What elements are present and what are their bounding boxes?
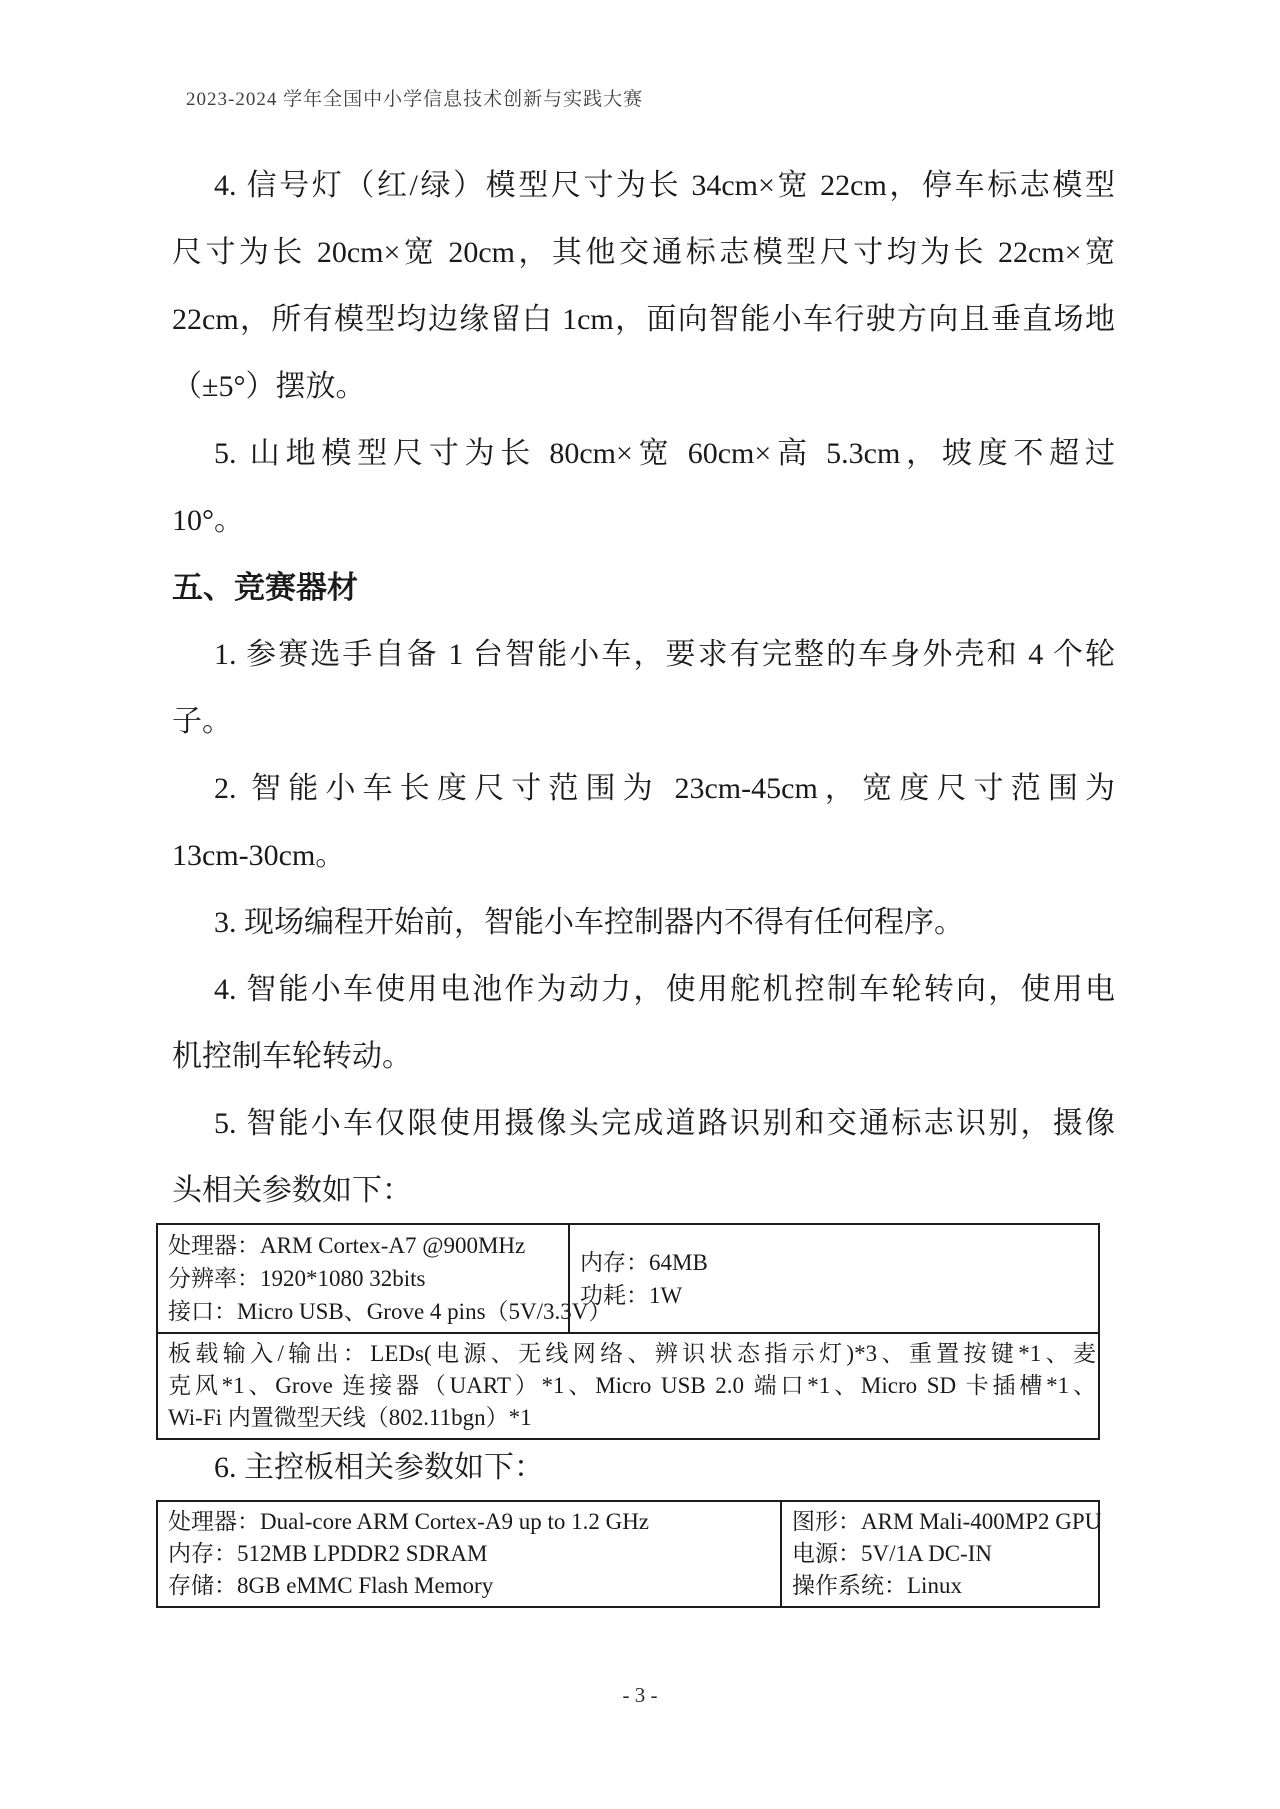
spec-line: 内存：64MB [580, 1249, 708, 1275]
paragraph-item5 [172, 420, 1115, 554]
text-line: 头相关参数如下： [172, 1174, 412, 1207]
text-line: 5. 智能小车仅限使用摄像头完成道路识别和交通标志识别，摄像 [214, 1107, 1115, 1140]
text-line: 4. 信号灯（红/绿）模型尺寸为长 34cm×宽 22cm，停车标志模型 [214, 169, 1115, 202]
spec-line: 处理器：Dual-core ARM Cortex-A9 up to 1.2 GHz [168, 1509, 650, 1534]
spec-line: 存储：8GB eMMC Flash Memory [168, 1573, 494, 1598]
mainboard-cpu-cell [157, 1501, 781, 1607]
spec-line: 克风*1、Grove 连接器（UART）*1、Micro USB 2.0 端口*1、Micro SD 卡插槽*1、 [168, 1373, 1096, 1398]
spec-line: 操作系统：Linux [792, 1573, 962, 1598]
text-line: 1. 参赛选手自备 1 台智能小车，要求有完整的车身外壳和 4 个轮 [214, 638, 1115, 671]
spec-line: 电源：5V/1A DC-IN [792, 1541, 992, 1566]
text-line: （±5°）摆放。 [172, 370, 366, 403]
mainboard-spec-table [156, 1500, 1100, 1608]
paragraph-equip1 [172, 621, 1115, 755]
paragraph-equip2 [172, 755, 1115, 889]
text-line: 尺寸为长 20cm×宽 20cm，其他交通标志模型尺寸均为长 22cm×宽 [172, 236, 1115, 269]
spec-line: 内存：512MB LPDDR2 SDRAM [168, 1541, 488, 1566]
document-body [172, 152, 1115, 1224]
spec-line: 接口：Micro USB、Grove 4 pins（5V/3.3V） [168, 1299, 612, 1324]
text-line: 13cm-30cm。 [172, 839, 346, 872]
text-line: 10°。 [172, 504, 244, 537]
section-heading: 五、竞赛器材 [172, 570, 358, 605]
spec-line: Wi-Fi 内置微型天线（802.11bgn）*1 [168, 1405, 532, 1430]
camera-spec-row-2 [157, 1333, 1099, 1439]
text-line: 4. 智能小车使用电池作为动力，使用舵机控制车轮转向，使用电 [214, 973, 1115, 1006]
text-line: 机控制车轮转动。 [172, 1040, 412, 1073]
camera-cpu-cell [157, 1224, 612, 1333]
paragraph-equip3 [172, 889, 1115, 956]
text-line: 3. 现场编程开始前，智能小车控制器内不得有任何程序。 [214, 906, 964, 939]
text-line: 2. 智能小车长度尺寸范围为 23cm-45cm，宽度尺寸范围为 [214, 772, 1115, 805]
spec-line: 板载输入/输出：LEDs(电源、无线网络、辨识状态指示灯)*3、重置按键*1、麦 [168, 1341, 1096, 1366]
camera-spec-table [156, 1223, 1100, 1440]
spec-line: 分辨率：1920*1080 32bits [168, 1266, 426, 1291]
paragraph-equip6: 6. 主控板相关参数如下： [214, 1451, 544, 1484]
page-number: - 3 - [622, 1683, 658, 1707]
spec-line: 图形：ARM Mali-400MP2 GPU [792, 1509, 1102, 1534]
camera-spec-row-1 [157, 1224, 1099, 1333]
paragraph-equip4 [172, 956, 1115, 1090]
paragraph-equip5 [172, 1090, 1115, 1224]
camera-memory-cell [569, 1224, 1099, 1333]
mainboard-spec-row [157, 1501, 1099, 1607]
spec-line: 功耗：1W [580, 1282, 683, 1308]
text-line: 22cm，所有模型均边缘留白 1cm，面向智能小车行驶方向且垂直场地 [172, 303, 1115, 336]
paragraph-item4 [172, 152, 1115, 420]
spec-line: 处理器：ARM Cortex-A7 @900MHz [168, 1233, 526, 1258]
text-line: 5. 山地模型尺寸为长 80cm×宽 60cm×高 5.3cm，坡度不超过 [214, 437, 1115, 470]
text-line: 子。 [172, 705, 232, 738]
mainboard-gpu-cell [781, 1501, 1102, 1607]
camera-io-cell [157, 1333, 1099, 1439]
page-header: 2023-2024 学年全国中小学信息技术创新与实践大赛 [186, 89, 644, 110]
